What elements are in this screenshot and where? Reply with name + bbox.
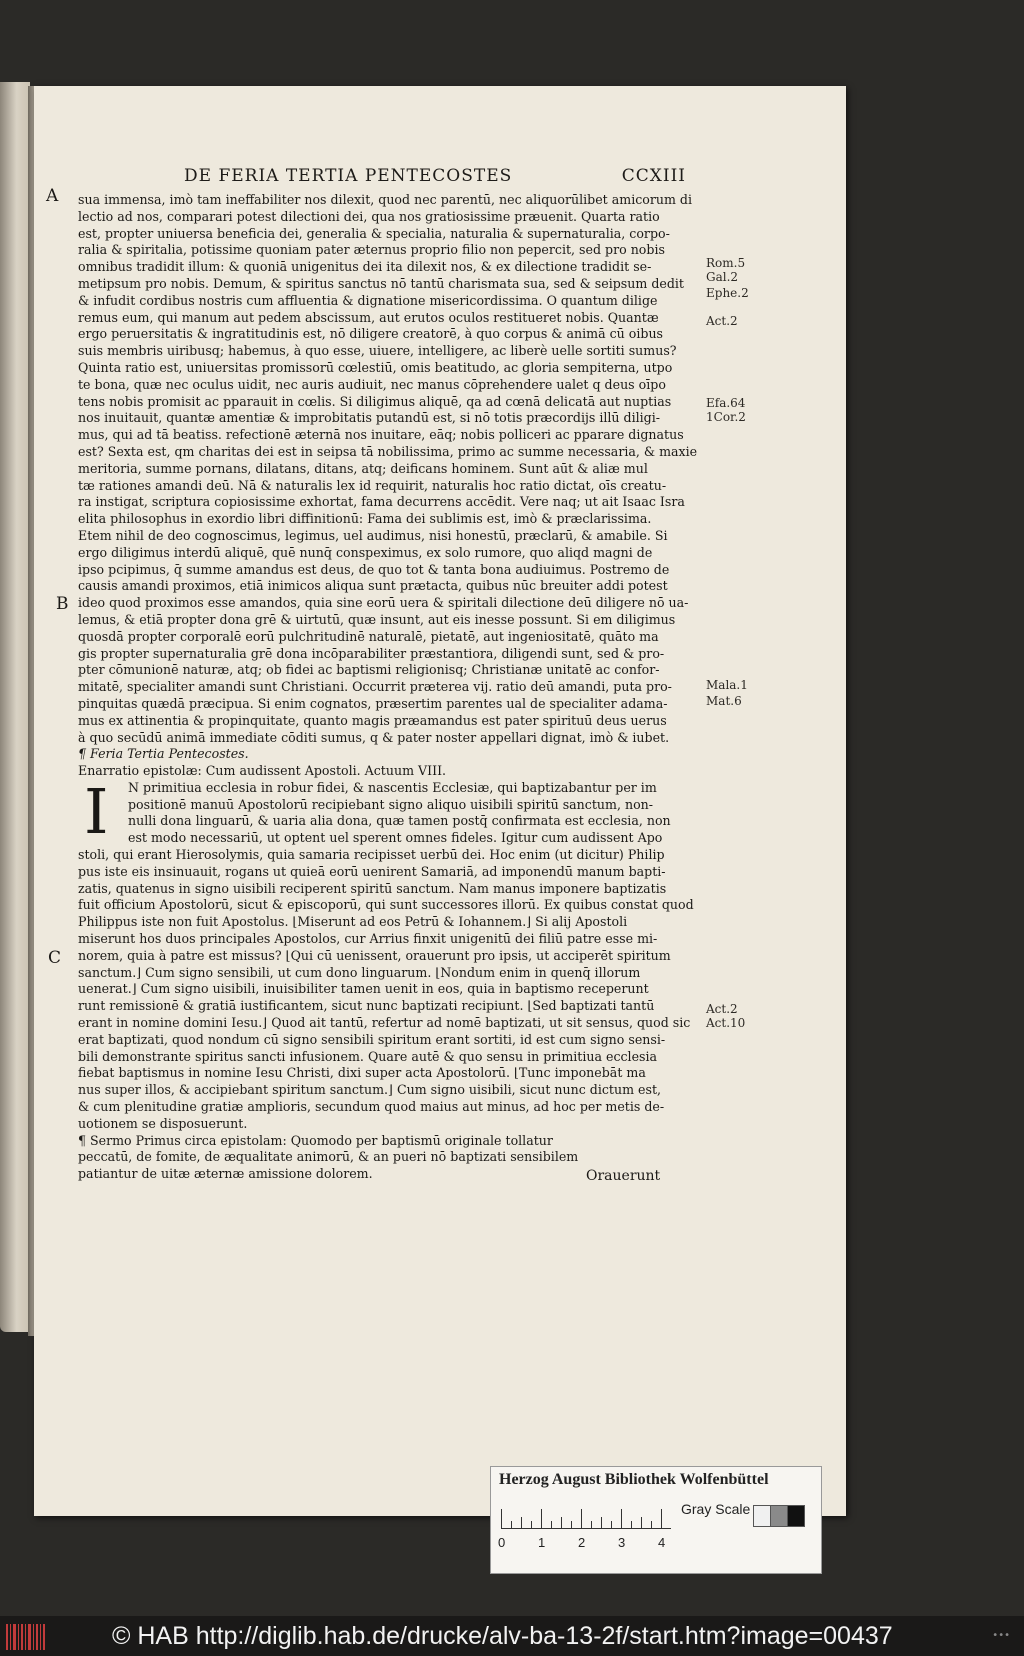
text-line: nos inuitauit, quantæ amentiæ & improbitatis putandū est, si nō totis præcordijs illū diligi-: [78, 410, 661, 426]
catchword: Orauerunt: [586, 1168, 661, 1184]
text-line: lectio ad nos, comparari potest dilectioni dei, qua nos gratiosissime præuenit. Quarta ratio: [78, 208, 660, 224]
margin-note: Act.10: [706, 1016, 746, 1030]
text-line: zatis, quatenus in signo uisibili reciperent spiritū sanctum. Nam manus imponere baptizatis: [78, 880, 667, 896]
margin-note: Act.2: [706, 314, 738, 328]
footer-bar: [0, 1616, 1024, 1656]
text-line: tæ rationes amandi deū. Nā & naturalis lex id requirit, naturalis hoc ratio dictat, oīs creatu-: [78, 477, 667, 493]
text-line: erant in nomine domini Iesu.⌋ Quod ait tantū, refertur ad nomē baptizati, ut sit sensus, quod sic: [78, 1015, 691, 1031]
ruler-scale: [498, 1501, 671, 1550]
text-line: est, propter uniuersa beneficia dei, generalia & specialia, naturalia & supernaturalia, corpo-: [78, 225, 670, 241]
sermo-heading-line: peccatū, de fomite, de æqualitate animorū, & an pueri nō baptizati sensibilem: [78, 1149, 579, 1165]
text-line: ergo diligimus interdū aliquē, quē nunq̄ conspeximus, ex solo rumore, quo aliqd magni de: [78, 544, 653, 560]
margin-note: Act.2: [706, 1002, 738, 1016]
text-line: fuit officium Apostolorū, sicut & episcoporū, qui sunt successores illorū. Ex quibus constat quod: [78, 897, 694, 913]
text-line: nulli dona linguarū, & uaria alia dona, quæ tamen postq̄ confirmata est ecclesia, non: [128, 813, 671, 829]
text-line: pus iste eis insinuauit, rogans ut quieā eorū uenirent Samariā, ad imponendū manum bapti-: [78, 863, 666, 879]
text-line: pinquitas quædā præcipua. Si enim cognatos, præsertim parentes ual de specialiter adama-: [78, 695, 668, 711]
text-line: fiebat baptismus in nomine Iesu Christi, dixi super acta Apostolorū. ⌊Tunc imponebāt ma: [78, 1065, 646, 1081]
text-line: sua immensa, imò tam ineffabiliter nos dilexit, quod nec parentū, nec aliquorūlibet amicorum di: [78, 192, 693, 207]
margin-note: Mala.1: [706, 678, 748, 692]
margin-note: Mat.6: [706, 694, 742, 708]
text-line: gis propter supernaturalia grē dona incōparabiliter præstantiora, diligendi sunt, sed & pro-: [78, 645, 665, 661]
section-title: ¶ Feria Tertia Pentecostes.: [78, 746, 249, 762]
source-url[interactable]: © HAB http://diglib.hab.de/drucke/alv-ba-13-2f/start.htm?image=00437: [112, 1622, 893, 1650]
text-line: norem, quia à patre est missus? ⌊Qui cū uenissent, orauerunt pro ipsis, ut acciperēt spiritum: [78, 947, 671, 963]
text-line: uotionem se disposuerunt.: [78, 1115, 248, 1131]
page-header: [184, 166, 686, 192]
sermo-heading: ¶ Sermo Primus circa epistolam: Quomodo per baptismū originale tollatur: [78, 1132, 553, 1148]
color-scale-target: [490, 1466, 822, 1574]
gray-scale-label: Gray Scale: [681, 1501, 751, 1517]
margin-note: Efa.64: [706, 396, 746, 410]
text-line: mus ex attinentia & propinquitate, quanto magis præamandus est pater spirituū deus uerus: [78, 712, 667, 728]
book-page: [34, 86, 846, 1516]
text-line: metipsum pro nobis. Demum, & spiritus sanctus nō tantū charismata sua, sed & seipsum dedit: [78, 275, 684, 291]
scale-number: 3: [618, 1535, 626, 1550]
text-line: Quinta ratio est, uniuersitas promissorū cœlestiū, omis beatitudo, ac gloria sempiterna, utpo: [78, 359, 673, 375]
margin-letter-a: A: [46, 186, 59, 206]
text-line: stoli, qui erant Hierosolymis, quia samaria recipisset uerbū dei. Hoc enim (ut dicitur) Philip: [78, 847, 665, 863]
text-line: elita philosophus in exordio libri diffinitionū: Fama dei sublimis est, imò & præclarissima.: [78, 511, 652, 527]
text-line: meritoria, summe pornans, dilatans, ditans, atq; deificans hominem. Sunt aūt & aliæ mul: [78, 460, 648, 476]
previous-page-edge: [0, 82, 30, 1332]
text-line: lemus, & etiā propter dona grē & uirtutū, quæ insunt, aut eis inesse possunt. Si em diligimus: [78, 611, 676, 627]
text-line: Etem nihil de deo cognoscimus, legimus, uel audimus, nisi honestū, præclarū, & amabile. Si: [78, 527, 668, 543]
text-line: à quo secūdū animā immediate cōditi sumus, q & pater noster appellari dignat, imò & iubet.: [78, 729, 670, 745]
body-text: [78, 192, 698, 1183]
margin-note: 1Cor.2: [706, 410, 746, 424]
gray-swatch-white: [753, 1505, 771, 1527]
text-line: ra instigat, scriptura copiosissime exhortat, fama decurrens accēdit. Vere naq; ut ait Isaac Isra: [78, 494, 685, 510]
gray-swatch-mid: [770, 1505, 788, 1527]
text-line: nus super illos, & accipiebant spiritum sanctum.⌋ Cum signo uisibili, sicut nunc dictum est,: [78, 1082, 662, 1098]
text-line: N primitiua ecclesia in robur fidei, & nascentis Ecclesiæ, qui baptizabantur per im: [128, 779, 657, 795]
text-line: quosdā propter corporalē eorū pulchritudinē naturalē, pietatē, aut ingeniositatē, quāto ma: [78, 628, 659, 644]
text-line: est? Sexta est, qm charitas dei est in seipsa tā nobilissima, primo ac summe necessaria, & maxie: [78, 443, 698, 459]
scale-number: 4: [658, 1535, 666, 1550]
text-line: & cum plenitudine gratiæ amplioris, secundum quod maius aut minus, ad hoc per metis de-: [78, 1099, 665, 1115]
text-line: suis membris uiribusq; habemus, à quo esse, uiuere, intelligere, ac liberè uelle sortiti sumus?: [78, 343, 677, 359]
text-line: positionē manuū Apostolorū recipiebant signo aliquo uisibili spiritū sanctum, non-: [128, 796, 654, 812]
section-subtitle: Enarratio epistolæ: Cum audissent Apostoli. Actuum VIII.: [78, 763, 447, 779]
text-line: erat baptizati, quod nondum cū signo sensibili spiritum erant sortiti, id est cum signo sensi-: [78, 1031, 666, 1047]
text-line: mitatē, specialiter amandi sunt Christiani. Occurrit præterea vij. ratio deū amandi, puta pro-: [78, 679, 672, 695]
text-line: miserunt hos duos principales Apostolos, cur Arrius finxit unigenitū dei filiū patre esse mi-: [78, 931, 658, 947]
text-line: ipso pcipimus, q̄ summe amandus est deus, de quo tot & tanta bona audiuimus. Postremo de: [78, 561, 670, 577]
paragraph-b: [78, 595, 698, 746]
text-line: omnibus tradidit illum: & quoniā unigenitus dei ita dilexit nos, & ex dilectione tradidit se-: [78, 259, 652, 275]
running-head: DE FERIA TERTIA PENTECOSTES: [184, 166, 513, 186]
text-line: Philippus iste non fuit Apostolus. ⌊Miserunt ad eos Petrū & Iohannem.⌋ Si alij Apostoli: [78, 914, 628, 930]
text-line: ralia & spiritalia, potissime quoniam pater æternus proprio filio non pepercit, sed pro nobis: [78, 242, 665, 258]
margin-letter-b: B: [56, 594, 69, 614]
text-line: remus eum, qui manum aut pedem abscissum, aut erutos oculos restitueret nobis. Quantæ: [78, 309, 659, 325]
text-line: mus, qui ad tā beatiss. refectionē æternā nos inuitare, eāq; nobis polliceri ac pparare dignatus: [78, 427, 684, 443]
text-line: ergo peruersitatis & ingratitudinis est, nō diligere creatorē, à quo corpus & animā cū oibus: [78, 326, 664, 342]
margin-note: Rom.5: [706, 256, 746, 270]
footer-dots: •••: [992, 1630, 1010, 1641]
margin-note: Ephe.2: [706, 286, 749, 300]
text-line: est modo necessariū, ut optent uel sperent omnes fideles. Igitur cum audissent Apo: [128, 830, 663, 846]
gray-swatch-black: [787, 1505, 805, 1527]
folio-number: CCXIII: [621, 166, 686, 186]
text-line: ideo quod proximos esse amandos, quia sine eorū uera & spiritali dilectione deū diligere nō ua-: [78, 595, 689, 611]
scale-number: 0: [498, 1535, 506, 1550]
text-line: sanctum.⌋ Cum signo sensibili, ut cum dono linguarum. ⌊Nondum enim in quenq̄ illorum: [78, 964, 641, 980]
text-line: bili demonstrante spiritus sancti infusionem. Quare autē & quo sensu in primitiua ecclesia: [78, 1048, 658, 1064]
drop-cap: I: [84, 774, 109, 848]
text-line: pter cōmunionē naturæ, atq; ob fidei ac baptismi religionisq; Christianæ unitatē ac confor-: [78, 662, 660, 678]
margin-note: Gal.2: [706, 270, 739, 284]
text-line: te bona, quæ nec oculus uidit, nec auris audiuit, nec manus cōprehendere ualet q deus oīpo: [78, 376, 666, 392]
text-line: & infudit cordibus nostris cum affluentia & dignatione misericordissima. O quantum dilige: [78, 292, 658, 308]
text-line: runt remissionē & gratiā iustificantem, sicut nunc baptizati recipiunt. ⌊Sed baptizati tantū: [78, 998, 655, 1014]
text-line: causis amandi proximos, etiā inimicos aliqua sunt prætacta, quibus nūc breuiter addi potest: [78, 578, 668, 594]
scale-number: 1: [538, 1535, 546, 1550]
library-name: Herzog August Bibliothek Wolfenbüttel: [499, 1471, 769, 1488]
sermo-heading-line: patiantur de uitæ æternæ amissione dolorem.: [78, 1166, 373, 1182]
paragraph-c: [78, 774, 698, 1133]
text-line: uenerat.⌋ Cum signo uisibili, inuisibiliter tamen uenit in eos, quia in baptismo receperunt: [78, 981, 649, 997]
scale-number: 2: [578, 1535, 586, 1550]
margin-letter-c: C: [48, 948, 62, 968]
text-line: tens nobis promisit ac pparauit in cœlis. Si diligimus aliquē, qa ad cœnā delicatā aut nuptias: [78, 393, 672, 409]
barcode-icon: [6, 1624, 46, 1650]
paragraph-a: [78, 192, 698, 595]
